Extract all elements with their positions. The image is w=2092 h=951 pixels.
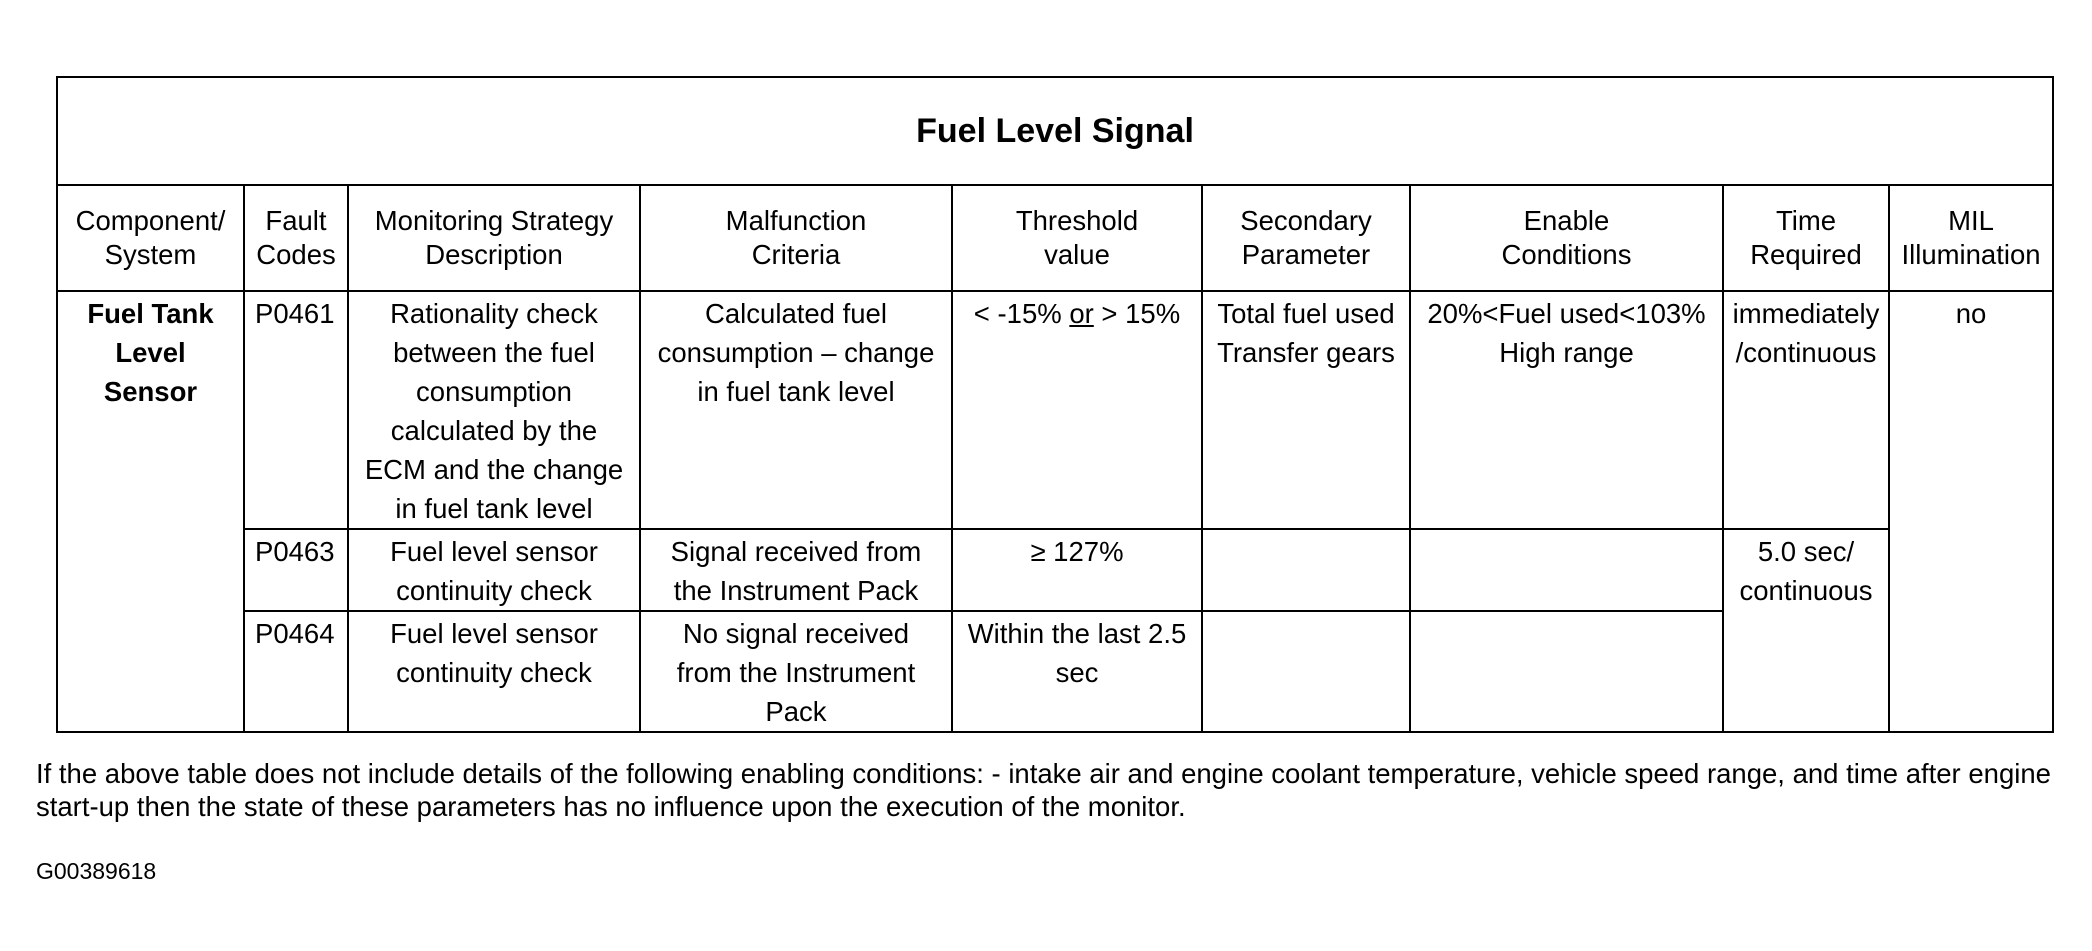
threshold-cell: ≥ 127% [952, 529, 1202, 611]
header-row [57, 185, 2053, 291]
criteria-cell: Calculated fuel consumption – change in fuel tank level [640, 291, 952, 529]
strategy-cell: Fuel level sensor continuity check [348, 611, 640, 732]
threshold-cell: Within the last 2.5 sec [952, 611, 1202, 732]
secondary-parameter-cell [1202, 611, 1410, 732]
header-enable-conditions: Enable Conditions [1410, 185, 1723, 291]
header-secondary-parameter: Secondary Parameter [1202, 185, 1410, 291]
fault-code-cell: P0461 [244, 291, 348, 529]
mil-illumination-cell: no [1889, 291, 2053, 732]
secondary-parameter-cell: Total fuel used Transfer gears [1202, 291, 1410, 529]
table-row [57, 529, 2053, 611]
criteria-cell: No signal received from the Instrument Pack [640, 611, 952, 732]
enable-conditions-cell [1410, 529, 1723, 611]
enable-conditions-cell: 20%<Fuel used<103% High range [1410, 291, 1723, 529]
secondary-parameter-cell [1202, 529, 1410, 611]
header-component: Component/ System [57, 185, 244, 291]
header-time-required: Time Required [1723, 185, 1889, 291]
component-cell: Fuel Tank Level Sensor [57, 291, 244, 732]
criteria-cell: Signal received from the Instrument Pack [640, 529, 952, 611]
header-fault-codes: Fault Codes [244, 185, 348, 291]
time-required-cell: immediately /continuous [1723, 291, 1889, 529]
header-malfunction-criteria: Malfunction Criteria [640, 185, 952, 291]
strategy-cell: Rationality check between the fuel consumption calculated by the ECM and the change in fuel tank level [348, 291, 640, 529]
footnote-text: If the above table does not include details of the following enabling conditions: - intake air and engine coolant temperature, vehicle speed range, and time after engine start-up then the state of these parameters has no influence upon the execution of the monitor. [36, 758, 2051, 822]
fault-code-cell: P0463 [244, 529, 348, 611]
fuel-level-signal-table [56, 76, 2054, 733]
fault-code-cell: P0464 [244, 611, 348, 732]
header-mil-illumination: MIL Illumination [1889, 185, 2053, 291]
table-title: Fuel Level Signal [57, 77, 2053, 185]
threshold-cell: < -15% or > 15% [952, 291, 1202, 529]
header-monitoring-strategy: Monitoring Strategy Description [348, 185, 640, 291]
figure-id: G00389618 [36, 858, 157, 884]
header-threshold-value: Threshold value [952, 185, 1202, 291]
strategy-cell: Fuel level sensor continuity check [348, 529, 640, 611]
time-required-cell: 5.0 sec/ continuous [1723, 529, 1889, 732]
enable-conditions-cell [1410, 611, 1723, 732]
table-row [57, 291, 2053, 529]
